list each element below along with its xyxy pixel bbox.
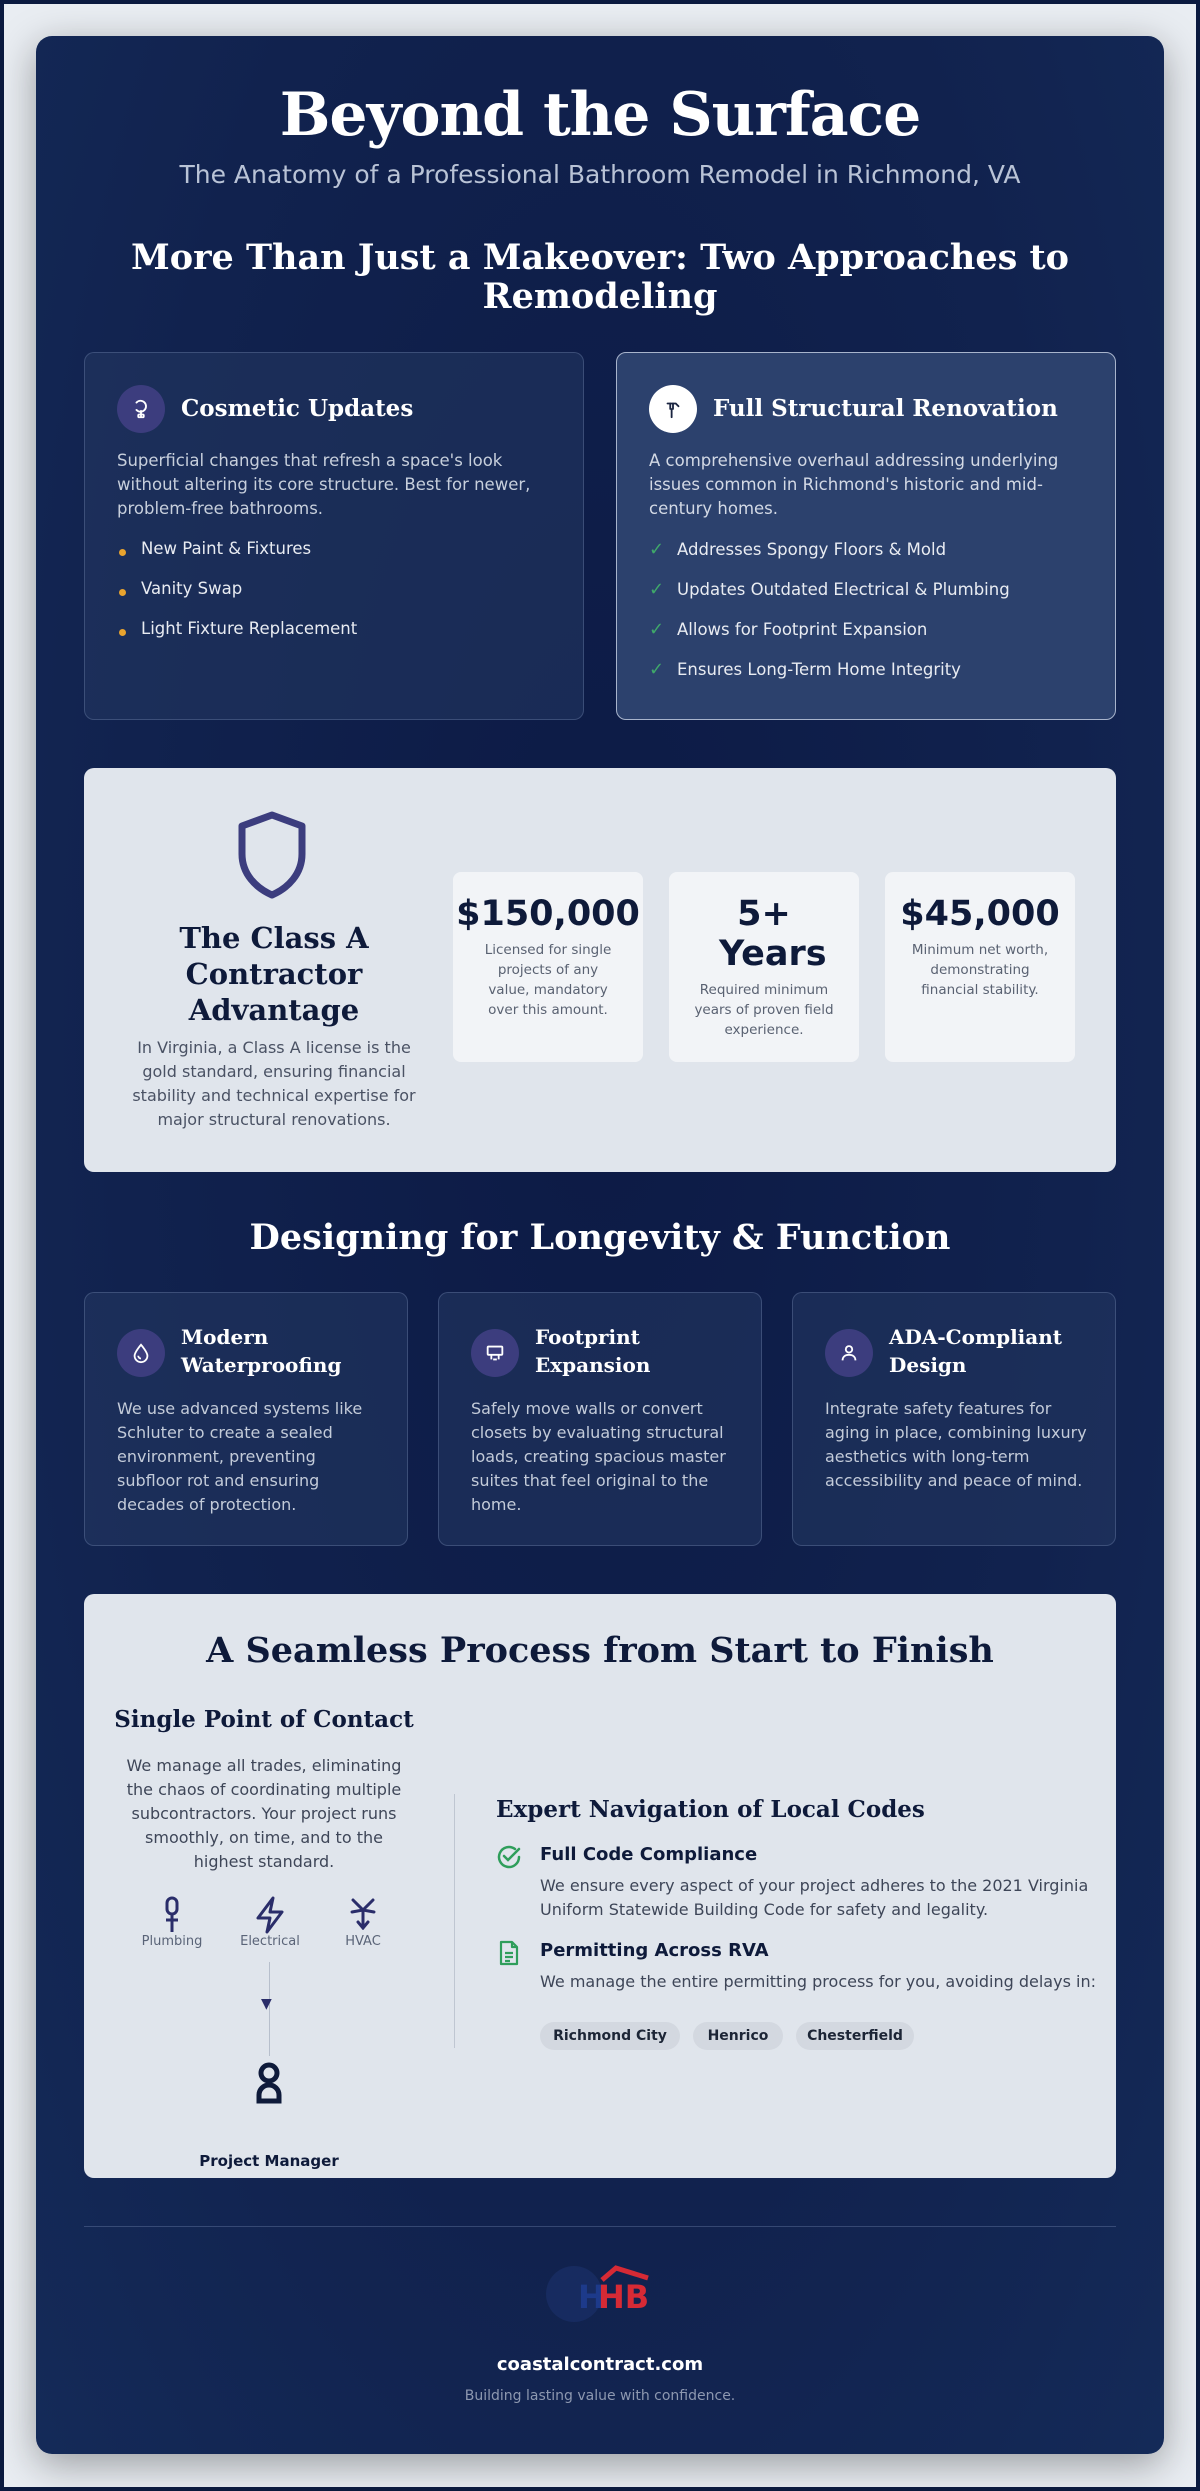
process-heading: A Seamless Process from Start to Finish	[206, 1630, 994, 1671]
stat-label: Required minimum years of proven field experience.	[694, 982, 834, 1038]
feature-card	[84, 1292, 408, 1546]
structural-card	[616, 352, 1116, 720]
cosmetic-card	[84, 352, 584, 720]
checkmark-icon: ✓	[649, 539, 665, 560]
checkmark-icon: ✓	[649, 659, 665, 680]
bullet-dot	[119, 549, 126, 556]
code-item-title: Permitting Across RVA	[540, 1940, 769, 1961]
droplet-icon	[117, 1329, 165, 1377]
approaches-heading: More Than Just a Makeover: Two Approaches to Remodeling	[131, 237, 1069, 317]
cosmetic-item: Vanity Swap	[141, 579, 243, 598]
page-title: Beyond the Surface	[279, 80, 921, 150]
feature-card	[438, 1292, 762, 1546]
fan-icon	[348, 1896, 378, 1934]
stat-label: Licensed for single projects of any value, mandatory over this amount.	[484, 942, 612, 1018]
feature-text: Integrate safety features for aging in place, combining luxury aesthetics with long-term accessibility and peace of mind.	[825, 1399, 1087, 1490]
lightning-icon	[252, 1896, 288, 1938]
area-tag: Richmond City	[540, 2022, 680, 2050]
stat-label: Minimum net worth, demonstrating financial stability.	[911, 942, 1049, 998]
structural-title: Full Structural Renovation	[713, 395, 1058, 422]
contractor-title: The Class A Contractor Advantage	[179, 921, 369, 1027]
contact-title: Single Point of Contact	[114, 1706, 414, 1733]
feature-text: Safely move walls or convert closets by evaluating structural loads, creating spacious master suites that feel original to the home.	[471, 1399, 726, 1514]
footer-tagline: Building lasting value with confidence.	[464, 2388, 736, 2404]
code-item-title: Full Code Compliance	[540, 1844, 758, 1865]
code-item-text: We ensure every aspect of your project adheres to the 2021 Virginia Uniform Statewide Building Code for safety and legality.	[540, 1876, 1089, 1919]
document-icon	[498, 1940, 520, 1970]
cosmetic-description: Superficial changes that refresh a space's look without altering its core structure. Best for newer, problem-free bathrooms.	[117, 451, 531, 518]
contractor-section	[84, 768, 1116, 1172]
trade-label: HVAC	[345, 1934, 381, 1949]
area-tag: Henrico	[693, 2022, 783, 2050]
checkmark-icon: ✓	[649, 619, 665, 640]
accessibility-icon	[825, 1329, 873, 1377]
cosmetic-item: New Paint & Fixtures	[141, 539, 312, 558]
svg-text:HB: HB	[598, 2278, 650, 2316]
cosmetic-title: Cosmetic Updates	[181, 395, 414, 422]
trade-label: Electrical	[240, 1934, 300, 1949]
page-subtitle: The Anatomy of a Professional Bathroom Remodel in Richmond, VA	[179, 160, 1021, 189]
feature-title: Modern Waterproofing	[181, 1325, 342, 1377]
structural-description: A comprehensive overhaul addressing underlying issues common in Richmond's historic and mid-century homes.	[649, 451, 1059, 518]
arrow-down-icon: ▼	[261, 1996, 272, 2012]
svg-text:H: H	[578, 2278, 605, 2316]
manager-label: Project Manager	[199, 2152, 339, 2170]
footer-divider	[84, 2226, 1116, 2227]
bullet-dot	[119, 629, 126, 636]
stat-value: 5+ Years	[719, 894, 827, 974]
stat-value: $150,000	[456, 894, 640, 934]
bullet-dot	[119, 589, 126, 596]
process-section	[84, 1594, 1116, 2178]
structural-item: Addresses Spongy Floors & Mold	[677, 540, 947, 559]
expand-icon	[471, 1329, 519, 1377]
stat-value: $45,000	[900, 894, 1060, 934]
feature-text: We use advanced systems like Schluter to create a sealed environment, preventing subfloor rot and ensuring decades of protection.	[117, 1399, 363, 1514]
codes-title: Expert Navigation of Local Codes	[496, 1796, 925, 1823]
structural-item: Allows for Footprint Expansion	[677, 620, 928, 639]
stat-card	[885, 872, 1075, 1062]
column-divider	[454, 1794, 455, 2048]
person-icon	[254, 2062, 284, 2108]
checkmark-icon: ✓	[649, 579, 665, 600]
code-item-text: We manage the entire permitting process for you, avoiding delays in:	[540, 1972, 1096, 1991]
stat-card	[453, 872, 643, 1062]
structural-item: Updates Outdated Electrical & Plumbing	[677, 580, 1010, 599]
infographic-panel	[36, 36, 1164, 2454]
feature-title: ADA-Compliant Design	[889, 1325, 1063, 1377]
stat-card	[669, 872, 859, 1062]
hammer-icon	[649, 385, 697, 433]
pipe-icon	[162, 1896, 182, 1938]
feature-card	[792, 1292, 1116, 1546]
cosmetic-item: Light Fixture Replacement	[141, 619, 358, 638]
longevity-heading: Designing for Longevity & Function	[249, 1217, 951, 1258]
check-circle-icon	[496, 1844, 522, 1874]
feature-title: Footprint Expansion	[535, 1325, 651, 1377]
contractor-description: In Virginia, a Class A license is the gold standard, ensuring financial stability and technical expertise for major structural renovations.	[132, 1038, 416, 1129]
contact-text: We manage all trades, eliminating the chaos of coordinating multiple subcontractors. Your project runs smoothly, on time, and to the highest standard.	[126, 1756, 402, 1871]
area-tags	[540, 2022, 940, 2052]
area-tag: Chesterfield	[796, 2022, 914, 2050]
company-logo	[536, 2258, 656, 2324]
structural-item: Ensures Long-Term Home Integrity	[677, 660, 961, 679]
website-link[interactable]: coastalcontract.com	[496, 2354, 704, 2375]
paint-roller-icon	[117, 385, 165, 433]
trade-label: Plumbing	[141, 1934, 203, 1949]
shield-icon	[236, 810, 308, 904]
